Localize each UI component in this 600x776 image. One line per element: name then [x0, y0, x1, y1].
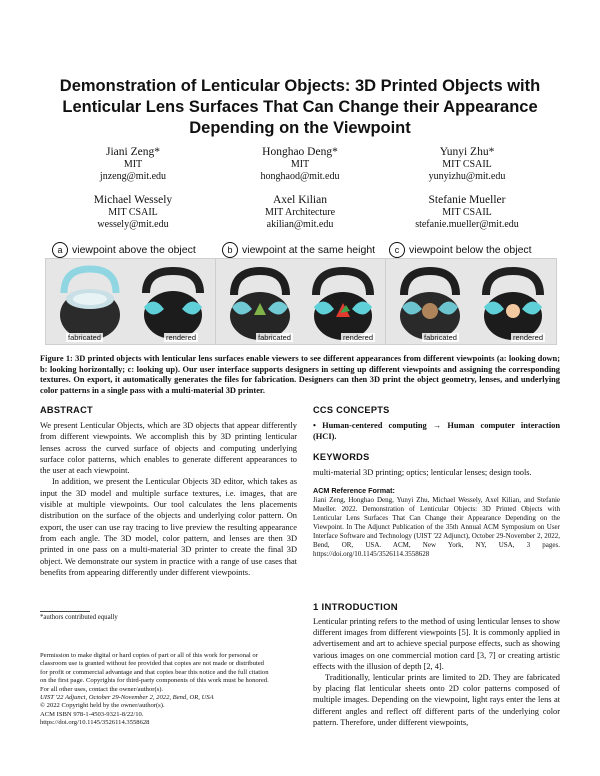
permission-line: classroom use is granted without fee provided that copies are not made or distributed — [40, 660, 264, 668]
introduction-heading: 1 INTRODUCTION — [313, 602, 398, 613]
reference-heading: ACM Reference Format: — [313, 485, 395, 495]
copyright-line: © 2022 Copyright held by the owner/author(s). — [40, 702, 165, 710]
fabricated-tag: fabricated — [424, 333, 457, 342]
author-affiliation: MIT — [290, 159, 310, 170]
figure-panel-label — [52, 242, 196, 258]
rendered-tag: rendered — [513, 333, 544, 342]
ccs-heading: CCS CONCEPTS — [313, 405, 390, 415]
introduction-paragraph: Lenticular printing refers to the method of using lenticular lenses to show different images from different viewpoints [5]. It is commonly applied in advertisement and art to achieve special purpose effects, such as showing various images on one commercial motion card [3, 7] or creating artistic effects with the illusion of depth [2, 4]. — [313, 617, 560, 671]
author-email[interactable]: akilian@mit.edu — [266, 218, 334, 230]
footnote-divider — [40, 611, 90, 612]
panel-label-text: viewpoint above the object — [72, 244, 196, 256]
permission-line: for profit or commercial advantage and that copies bear this notice and the full citation — [40, 668, 269, 676]
paper-title — [40, 76, 560, 139]
permission-line: For all other uses, contact the owner/author(s). — [40, 685, 164, 693]
kettlebell-illustration — [386, 259, 556, 344]
keywords-heading: KEYWORDS — [313, 451, 370, 462]
author-email[interactable]: wessely@mit.edu — [97, 218, 169, 230]
figure-panel-label — [222, 242, 375, 258]
author-affiliation: MIT CSAIL — [442, 207, 492, 218]
panel-label-text: viewpoint at the same height — [242, 244, 376, 256]
ccs-text: • Human-centered computing → Human computer interaction (HCI). — [313, 421, 560, 442]
author-email[interactable]: jnzeng@mit.edu — [99, 170, 167, 182]
title-line-2: Lenticular Lens Surfaces That Can Change their Appearance — [62, 98, 538, 116]
author-name: Axel Kilian — [273, 194, 327, 206]
figure-caption: Figure 1: 3D printed objects with lenticular lens surfaces enable viewers to see different appearances from different viewpoints (a: looking down; b: looking horizontally; c: looking up). Our user interface supports designers in setting up different viewpoints and assigning the corresponding textures. On export, it automatically generates the files for fabrication. Designers can then 3D print the object geometry, lenses, and underlying color patterns in a single pass with a multi-material 3D printer. — [40, 354, 560, 395]
abstract-section — [40, 404, 297, 578]
permission-line: on the first page. Copyrights for third-party components of this work must be honored. — [40, 677, 269, 685]
author-block — [48, 193, 218, 230]
fabricated-tag: fabricated — [258, 333, 291, 342]
author-name: Honghao Deng* — [262, 146, 338, 158]
permission-block — [40, 652, 297, 728]
panel-letter-badge: a — [52, 242, 68, 258]
author-block — [382, 145, 552, 182]
permission-line: Permission to make digital or hard copies of part or all of this work for personal or — [40, 652, 258, 659]
author-block — [48, 145, 218, 182]
rendered-tag: rendered — [343, 333, 374, 342]
author-block — [215, 193, 385, 230]
author-name: Stefanie Mueller — [428, 194, 506, 206]
abstract-heading: ABSTRACT — [40, 405, 93, 415]
figure-photo-a — [45, 258, 217, 345]
isbn-line: ACM ISBN 978-1-4503-9321-8/22/10. — [40, 710, 144, 718]
reference-text: Jiani Zeng, Honghao Deng, Yunyi Zhu, Michael Wessely, Axel Kilian, and Stefanie Mueller. 2022. Demonstration of Lenticular Objects: 3D Printed Objects with Lenticular Lens Surfaces That Can Change their Appearance Depending on the Viewpoint. In The Adjunct Publication of the 35th Annual ACM Symposium on User Interface Software and Technology (UIST '22 Adjunct), October 29-November 2, 2022, Bend, OR, USA. ACM, New York, NY, USA, 3 pages. https://doi.org/10.1145/3526114.3558628 — [313, 495, 560, 558]
abstract-paragraph: In addition, we present the Lenticular Objects 3D editor, which takes as input the 3D model and multiple surface textures, i.e. images, that are visible at multiple viewpoints. Our tool calculates the lens placements distribution on the surface of the objects and underlying color pattern. On export, the user can use ray tracing to live preview the resulting appearance from each angle. The 3D model, color pattern, and lenses are then 3D printed in one pass on a multi-material 3D printer to create the final 3D object. We demonstrate our system in practice with a range of use cases that benefits from appearing differently under different viewpoints. — [40, 477, 297, 577]
figure-photo-c — [385, 258, 557, 345]
panel-label-text: viewpoint below the object — [409, 244, 532, 256]
author-email[interactable]: stefanie.mueller@mit.edu — [415, 218, 519, 230]
title-line-1: Demonstration of Lenticular Objects: 3D Printed Objects with — [59, 77, 541, 95]
rendered-tag: rendered — [166, 333, 197, 342]
author-email[interactable]: yunyizhu@mit.edu — [428, 170, 506, 182]
author-name: Yunyi Zhu* — [439, 146, 495, 158]
author-affiliation: MIT CSAIL — [108, 207, 158, 218]
author-block — [215, 145, 385, 182]
footnote: *authors contributed equally — [40, 614, 118, 621]
author-name: Michael Wessely — [93, 194, 173, 206]
introduction-paragraph: Traditionally, lenticular prints are limited to 2D. They are fabricated by placing flat lenticular sheets onto 2D color patterns composed of multiple images. Depending on the viewpoint, light rays enter the lens at different angles and reflect off different parts of the underlying color pattern. Therefore, under different viewpoints, — [313, 673, 560, 727]
author-affiliation: MIT — [123, 159, 143, 170]
kettlebell-illustration — [216, 259, 386, 344]
figure-photo-b — [215, 258, 387, 345]
kettlebell-illustration — [46, 259, 216, 344]
fabricated-tag: fabricated — [68, 333, 101, 342]
author-email[interactable]: honghaod@mit.edu — [260, 170, 340, 182]
introduction-section — [313, 616, 560, 728]
panel-letter-badge: c — [389, 242, 405, 258]
abstract-paragraph: We present Lenticular Objects, which are 3D objects that appear differently from different viewpoints. We accomplish this by 3D printing lenticular lenses across the curved surface of objects and computing underlying surface color patterns, which enables to generate different appearances to the user at each viewpoint. — [40, 421, 297, 476]
doi-link[interactable]: https://doi.org/10.1145/3526114.3558628 — [40, 719, 150, 727]
right-column — [313, 404, 560, 559]
figure-panel-label — [389, 242, 532, 258]
title-line-3: Depending on the Viewpoint — [189, 119, 411, 137]
author-affiliation: MIT Architecture — [264, 207, 336, 218]
panel-letter-badge: b — [222, 242, 238, 258]
author-affiliation: MIT CSAIL — [442, 159, 492, 170]
author-name: Jiani Zeng* — [106, 146, 160, 158]
conference-line: UIST '22 Adjunct, October 29-November 2, 2022, Bend, OR, USA — [40, 694, 214, 702]
author-block — [382, 193, 552, 230]
keywords-text: multi-material 3D printing; optics; lenticular lenses; design tools. — [313, 467, 532, 477]
